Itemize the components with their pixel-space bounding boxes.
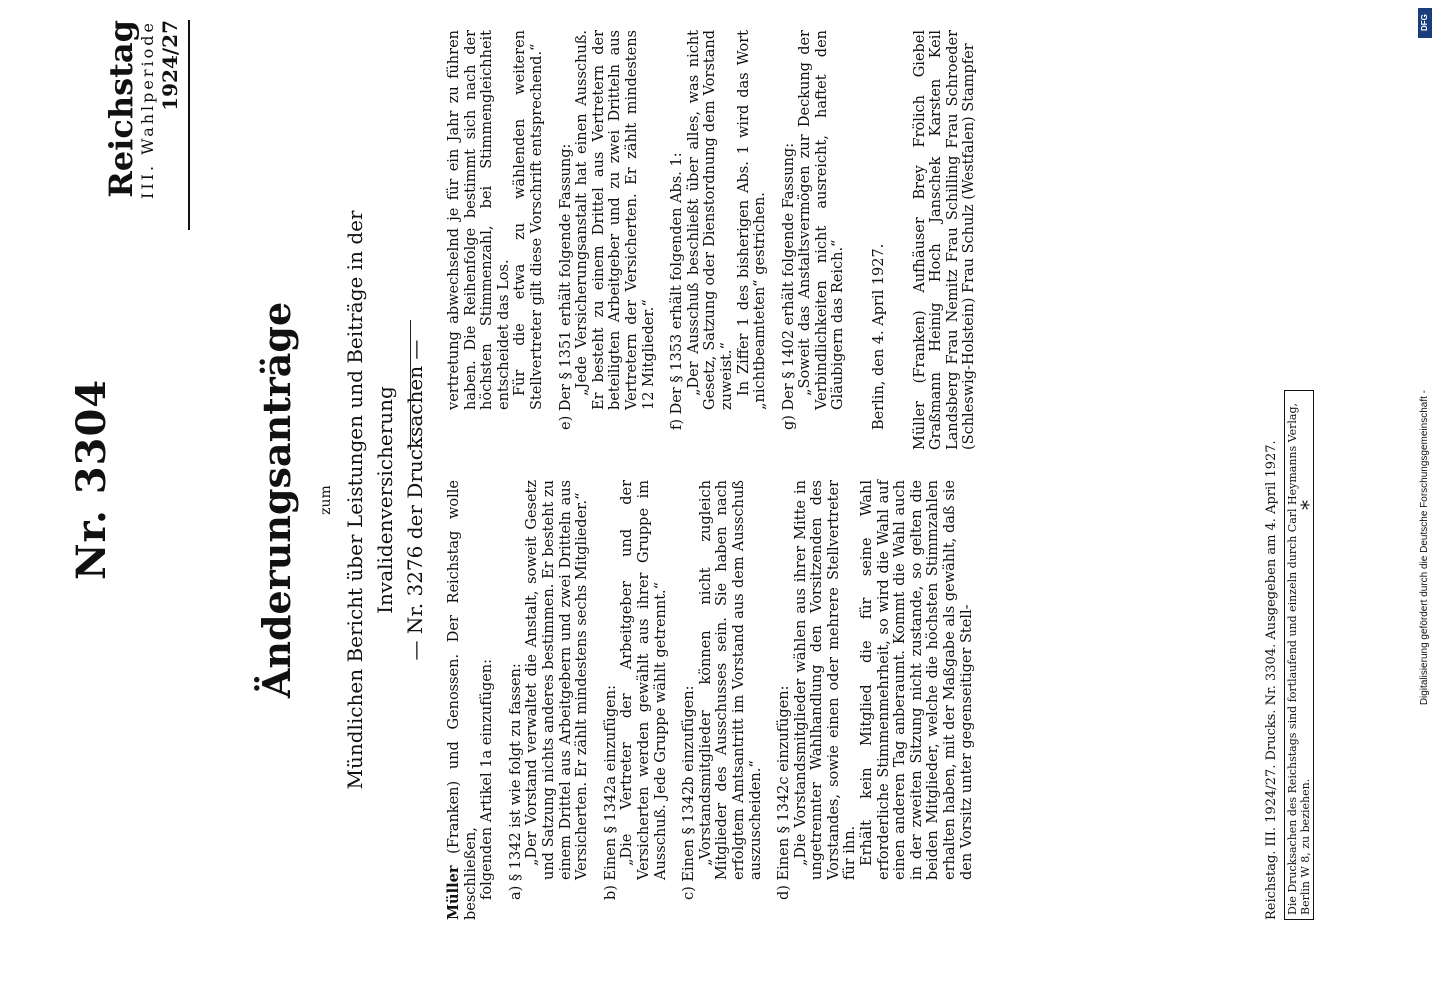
page-title: Änderungsanträge: [254, 301, 299, 699]
reichstag-header: [104, 20, 190, 230]
intro-text: (Franken) und Genossen. Der Reichstag wolle beschließen,: [446, 480, 479, 920]
title-connector: zum: [318, 485, 334, 515]
item-e-text: „Jede Versicherungsanstalt hat einen Ausschuß. Er besteht zu einem Drittel aus Vertretern der beteiligten Arbeitgeber und zu zwei Dritteln aus Vertretern der Versicherten. Er zählt mindestens 12 Mitglieder.“: [574, 30, 657, 410]
item-d-heading: d) Einen § 1342c einzufügen:: [776, 685, 793, 900]
subject-line-1: Mündlichen Bericht über Leistungen und Beiträge in der Invalidenversicherung: [343, 210, 397, 790]
item-c-text: „Vorstandsmitglieder können nicht zugleich Mitglieder des Ausschusses sein. Sie haben nach erfolgtem Amtsantritt im Vorstand aus dem Ausschuß auszuscheiden.“: [697, 480, 764, 880]
item-f-text-2: In Ziffer 1 des bisherigen Abs. 1 wird das Wort „nichtbeamteten“ gestrichen.: [735, 30, 769, 410]
item-e-heading: e) Der § 1351 erhält folgende Fassung:: [557, 143, 574, 430]
wahlperiode-label: III. Wahlperiode: [138, 20, 157, 199]
subject: [340, 120, 430, 880]
item-b-text: „Die Vertreter der Arbeitgeber und der Versicherten werden gewählt aus ihrer Gruppe im Ausschuß. Jede Gruppe wählt getrennt.“: [619, 480, 669, 880]
continuation-text-2: Für die etwa zu wählenden weiteren Stellvertreter gilt diese Vorschrift entsprechend.“: [512, 30, 545, 410]
subject-line-2: — Nr. 3276 der Drucksachen —: [403, 339, 427, 661]
item-a-heading: a) § 1342 ist wie folgt zu fassen:: [507, 663, 524, 900]
left-column: [446, 480, 975, 920]
item-a-text: „Der Vorstand verwaltet die Anstalt, soweit Gesetz und Satzung nichts anderes bestimmen. Er besteht zu einem Drittel aus Arbeitgebern und zwei Dritteln aus Versicherten. Er zählt mindestens sechs Mitglieder.“: [524, 480, 591, 880]
dfg-credit: Digitalisierung gefördert durch die Deutsche Forschungsgemeinschaft -: [1419, 390, 1430, 706]
date-line: Berlin, den 4. April 1927.: [871, 243, 888, 430]
divider: [410, 320, 411, 450]
item-g-text: „Soweit das Anstaltsvermögen zur Deckung der Verbindlichkeiten nicht ausreicht, haftet den Gläubigern das Reich.“: [797, 30, 847, 410]
reichstag-label: Reichstag: [102, 20, 140, 198]
continuation-text: vertretung abwechselnd je für ein Jahr zu führen haben. Die Reihenfolge bestimmt sich nach der höchsten Stimmenzahl, bei Stimmengleichheit entscheidet das Los.: [446, 30, 512, 410]
dfg-logo-icon: DFG: [1418, 8, 1432, 38]
publisher-notice: Die Drucksachen des Reichstags sind fortlaufend und einzeln durch Carl Heymanns Verlag, Berlin W 8, zu beziehen.: [1284, 390, 1314, 920]
years-label: 1924/27: [158, 20, 190, 230]
item-d-text: „Die Vorstandsmitglieder wählen aus ihrer Mitte in ungetrennter Wahlhandlung den Vorsitzenden des Vorstandes, sowie einen oder mehrere Stellvertreter für ihn.: [792, 480, 859, 880]
item-c-heading: c) Einen § 1342b einzufügen:: [681, 685, 698, 900]
right-column: [446, 30, 978, 450]
footer-line: Reichstag. III. 1924/27. Drucks. Nr. 3304. Ausgegeben am 4. April 1927.: [1264, 440, 1279, 920]
document-number: Nr. 3304: [68, 378, 115, 580]
item-f-heading: f) Der § 1353 erhält folgenden Abs. 1:: [669, 152, 686, 430]
item-g-heading: g) Der § 1402 erhält folgende Fassung:: [780, 142, 797, 430]
item-b-heading: b) Einen § 1342a einzufügen:: [602, 685, 619, 900]
article-line: folgenden Artikel 1a einzufügen:: [479, 658, 496, 900]
item-f-text: „Der Ausschuß beschließt über alles, was nicht Gesetz, Satzung oder Dienstordnung dem Vorstand zuweist.“: [685, 30, 735, 410]
asterisk-mark: *: [1296, 500, 1320, 510]
intro-paragraph: [446, 480, 479, 920]
signatures: Müller (Franken) Aufhäuser Brey Frölich Giebel Graßmann Heinig Hoch Janschek Karsten Keil Landsberg Frau Nemitz Frau Schilling Frau Schroeder (Schleswig-Holstein) Frau Schulz (Westfalen) Stampfer: [911, 30, 978, 450]
item-d-text-2: Erhält kein Mitglied die für seine Wahl erforderliche Stimmenmehrheit, so wird die Wahl auf einen anderen Tag anberaumt. Kommt die Wahl auch in der zweiten Sitzung nicht zustande, so gelten die beiden Mitglieder, welche die höchsten Stimmzahlen erhalten haben, mit der Maßgabe als gewählt, daß sie den Vorsitz unter gegenseitiger Stell-: [859, 480, 975, 880]
intro-name: Müller: [445, 865, 462, 920]
